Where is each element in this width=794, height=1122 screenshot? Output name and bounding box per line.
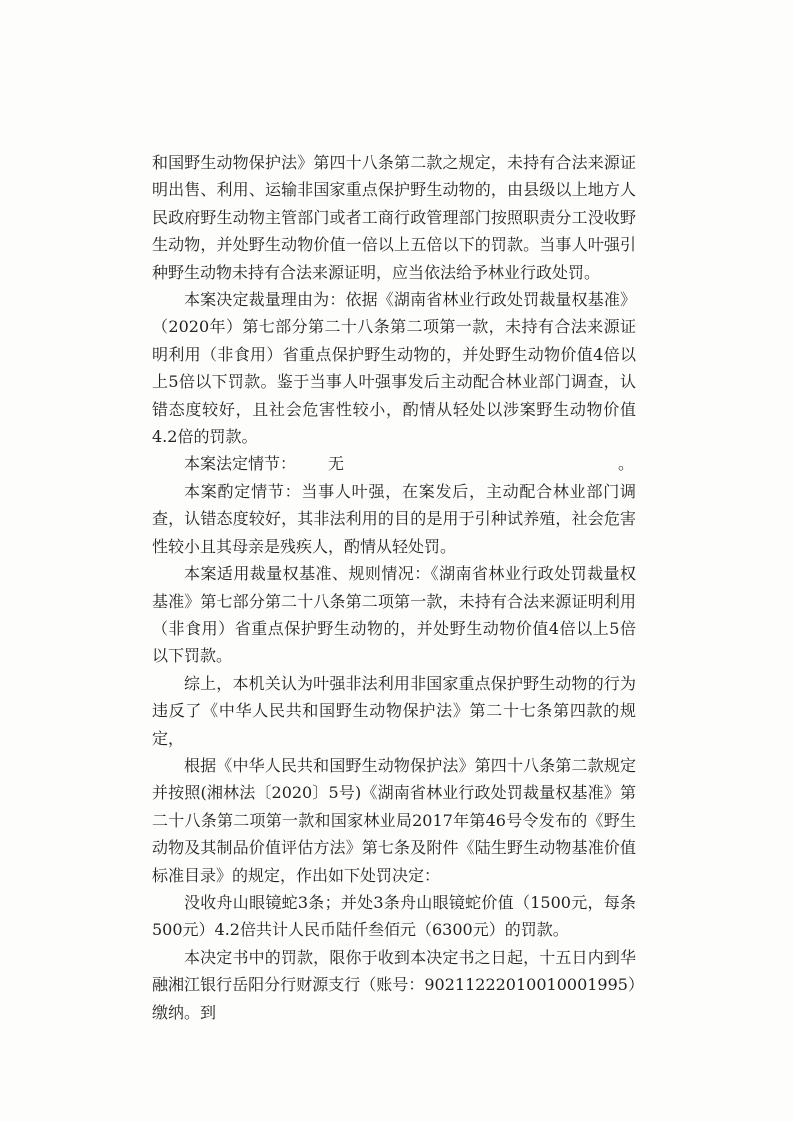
paragraph-applied-standard: 本案适用裁量权基准、规则情况：《湖南省林业行政处罚裁量权基准》第七部分第二十八条第二项第一款，未持有合法来源证明利用（非食用）省重点保护野生动物的，并处野生动物价值4倍以上5倍以下罚款。 (152, 564, 636, 666)
paragraph-discretionary-circumstances: 本案酌定情节：当事人叶强，在案发后，主动配合林业部门调查，认错态度较好，其非法利用的目的是用于引种试养殖，社会危害性较小且其母亲是残疾人，酌情从轻处罚。 (152, 481, 636, 556)
paragraph-discretion-reason: 本案决定裁量理由为：依据《湖南省林业行政处罚裁量权基准》（2020年）第七部分第二十八条第二项第一款，未持有合法来源证明利用（非食用）省重点保护野生动物的，并处野生动物价值4倍以上5倍以下罚款。鉴于当事人叶强事发后主动配合林业部门调查，认错态度较好，且社会危害性较小，酌情从轻处以涉案野生动物价值4.2倍的罚款。 (152, 290, 636, 447)
paragraph-statutory-circumstances (152, 450, 636, 477)
paragraph-payment-instructions: 本决定书中的罚款，限你于收到本决定书之日起，十五日内到华融湘江银行岳阳分行财源支行（账号：90211222010010001995）缴纳。到 (152, 947, 636, 1022)
paragraph-legal-basis: 和国野生动物保护法》第四十八条第二款之规定，未持有合法来源证明出售、利用、运输非国家重点保护野生动物的，由县级以上地方人民政府野生动物主管部门或者工商行政管理部门按照职责分工没收野生动物，并处野生动物价值一倍以上五倍以下的罚款。当事人叶强引种野生动物未持有合法来源证明，应当依法给予林业行政处罚。 (152, 153, 636, 282)
paragraph-penalty-decision: 没收舟山眼镜蛇3条；并处3条舟山眼镜蛇价值（1500元，每条500元）4.2倍共计人民币陆仟叁佰元（6300元）的罚款。 (152, 892, 636, 940)
document-body (152, 149, 636, 1026)
paragraph-penalty-basis: 根据《中华人民共和国野生动物保护法》第四十八条第二款规定并按照(湘林法〔2020〕5号)《湖南省林业行政处罚裁量权基准》第二十八条第二项第一款和国家林业局2017年第46号令发布的《野生动物及其制品价值评估方法》第七条及附件《陆生野生动物基准价值标准目录》的规定，作出如下处罚决定： (152, 755, 636, 885)
statutory-label: 本案法定情节： (184, 454, 297, 474)
statutory-end-mark: 。 (617, 454, 634, 474)
statutory-value: 无 (328, 454, 345, 474)
paragraph-conclusion: 综上，本机关认为叶强非法利用非国家重点保护野生动物的行为违反了《中华人民共和国野生动物保护法》第二十七条第四款的规定， (152, 673, 636, 748)
